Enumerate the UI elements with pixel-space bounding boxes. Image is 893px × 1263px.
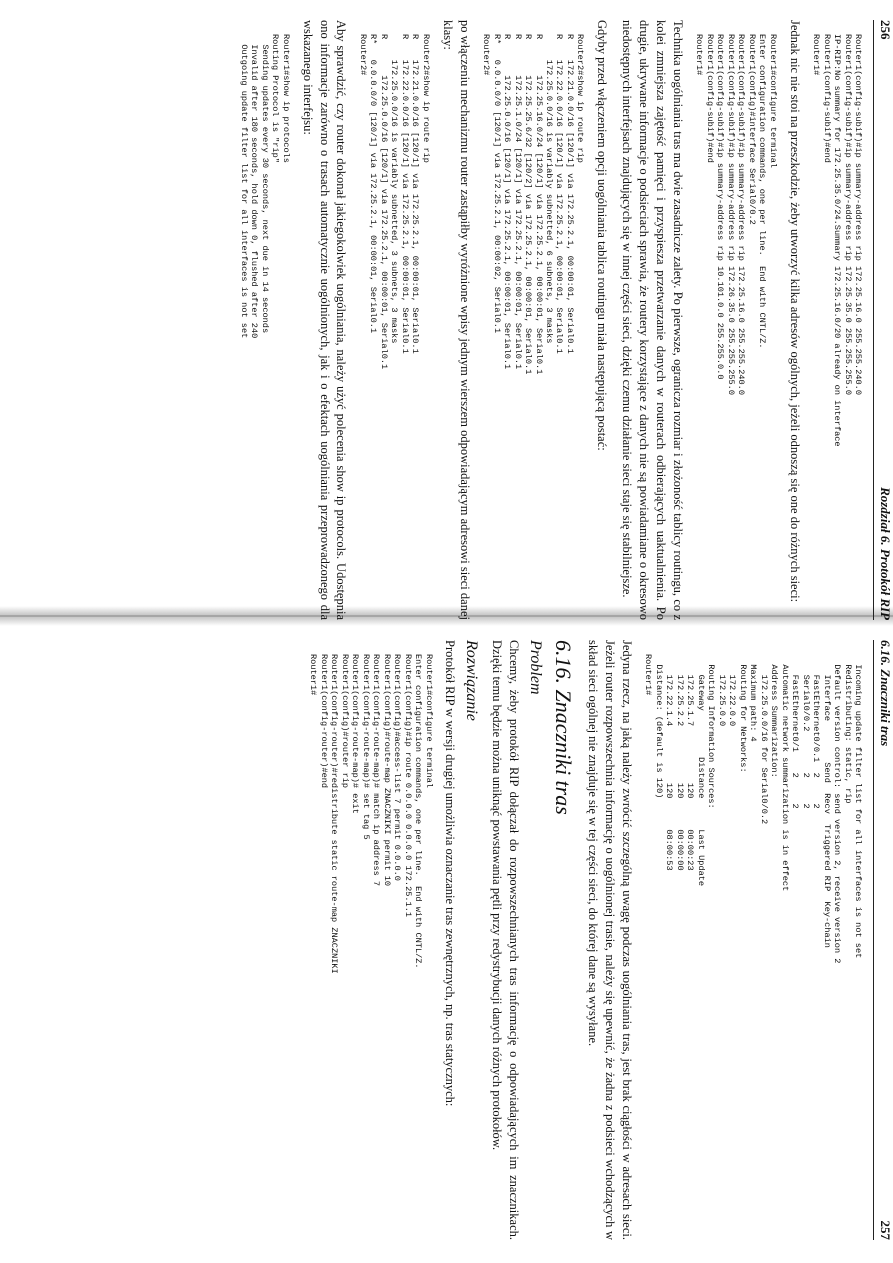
code-block: Router1#configure terminal Enter configuration commands, one per line. End with CNTL/Z. Router1(config)#interface Serial0/0.2 Router1(config-subif)#ip summary-address rip 172.25.16.0 255.255.240.0 Router1(config-subif)#ip summary-address rip 172.26.35.0 255.255.255.0 Router1(config-subif)#ip summary-address rip 10.101.0.0 255.255.0.0 Router1(config-subif)#end Router1#	[694, 34, 778, 395]
running-title: Rozdział 6. Protokół RIP	[878, 487, 893, 620]
subsection-title-solution: Rozwiązanie	[463, 640, 481, 721]
page-header	[873, 640, 893, 1240]
paragraph: Chcemy, żeby protokół RIP dołączał do rozpowszechnianych tras informację o odpowiadających im znacznikach. Dzięki temu będzie można uniknąć powstawania pętli przy redystrybucji danych różnych protokołów.	[490, 640, 522, 1240]
page-number: 256	[878, 20, 893, 40]
page-257	[33, 640, 893, 1240]
paragraph: Jednak nic nie stoi na przeszkodzie, żeby utworzyć kilka adresów ogólnych, jeżeli odnoszą się one do różnych sieci:	[787, 20, 802, 603]
paragraph: Technika uogólniania tras ma dwie zasadnicze zalety. Po pierwsze, ogranicza rozmiar i złożoność tablicy routingu, co z kolei zmniejsza zajętość pamięci i przyspiesza przetwarzanie danych w routerach odbierających uaktualnienia. Po drugie, ukrywane informacje o podsieciach sprawia, że routery korzystające z danych nie są powiadamiane o okresowo niedostępnych interfejsach znajdujących się w innej części sieci, dzięki czemu działanie sieci staje się stabilniejsze.	[620, 20, 685, 620]
paragraph: Jedyna rzecz, na jaką należy zwrócić szczególną uwagę podczas uogólniania tras, jest brak ciągłości w adresach sieci. Jeżeli router rozpowszechnia informację o uogólnionej trasie, należy się upewnić, że żadna z podsieci wchodzących w skład sieci ogólnej nie znajduje się w tej części sieci, do której dane są wysyłane.	[586, 640, 634, 1240]
page-header	[873, 20, 893, 620]
page-256	[33, 20, 893, 620]
running-title: 6.16. Znaczniki tras	[878, 640, 893, 747]
code-block: Router2#show ip route rip R 172.21.0.0/16 [120/1] via 172.25.2.1, 00:00:01, Serial0.1 R 172.22.0.0/16 [120/1] via 172.25.2.1, 00:00:01, Serial0.1 172.25.0.0/16 is variably subnetted, 6 subnets, 3 masks R 172.25.16.0/24 [120/1] via 172.25.2.1, 00:00:01, Serial0.1 R 172.25.25.6/32 [120/2] via 172.25.2.1, 00:00:01, Serial0.1 R 172.25.1.0/24 [120/1] via 172.25.2.1, 00:00:01, Serial0.1 R 172.25.0.0/16 [120/1] via 172.25.2.1, 00:00:01, Serial0.1 R* 0.0.0.0/0 [120/1] via 172.25.2.1, 00:00:02, Serial0.1 Router2#	[481, 34, 586, 375]
code-block: Router1(config-subif)#ip summary-address rip 172.25.16.0 255.255.240.0 Router1(config-subif)#ip summary-address rip 172.25.35.0 255.255.255.0 IP-RIP:No summary for 172.25.35.0/24.Summary 172.25.16.0/20 already on interface Router1(config-subif)#end Router1#	[811, 34, 863, 447]
code-block: Router1#configure terminal Enter configuration commands, one per line. End with CNTL/Z. Router1(config)#ip route 0.0.0.0 0.0.0.0 172.25.1.1 Router1(config)#access-list 7 permit 0.0.0.0 Router1(config)#route-map ZNACZNIKI permit 10 Router1(config-route-map)# match ip address 7 Router1(config-route-map)# set tag 5 Router1(config-route-map)# exit Router1(config)#router rip Router1(config-router)#redistribute static route-map ZNACZNIKI Router1(config-router)#end Router1#	[308, 654, 434, 974]
code-block: Router1#show ip protocols Routing Protocol is "rip" Sending updates every 30 seconds, next due in 14 seconds Invalid after 180 seconds, hold down 0, flushed after 240 Outgoing update filter list for all interfaces is not set	[238, 34, 291, 339]
paragraph: po włączeniu mechanizmu router zastąpiłby wyróżnione wpisy jednym wierszem odpowiadającym adresowi sieci danej klasy:	[440, 20, 472, 620]
code-block: Router2#show ip route rip R 172.21.0.0/16 [120/1] via 172.25.2.1, 00:00:01, Serial0.1 R 172.22.0.0/16 [120/1] via 172.25.2.1, 00:00:01, Serial0.1 172.25.0.0/16 is variably subnetted, 3 subnets, 3 masks R 172.25.0.0/16 [120/1] via 172.25.2.1, 00:00:01, Serial0.1 R* 0.0.0.0/0 [120/1] via 172.25.2.1, 00:00:01, Serial0.1 Router2#	[357, 34, 431, 370]
code-block: Incoming update filter list for all interfaces is not set Redistributing: static, rip Default version control: send version 2, receive version 2 Interface Send Recv Triggered RIP Key-chain FastEthernet0/0.1 2 2 Serial0/0.2 2 2 FastEthernet0/1 2 2 Automatic network summarization is in effect Address Summarization: 172.25.0.0/16 for Serial0/0.2 Maximum path: 4 Routing for Networks: 172.22.0.0 172.25.0.0 Routing Information Sources: Gateway Distance Last Update 172.25.1.7 120 00:00:23 172.25.2.2 120 00:00:00 172.22.1.4 120 08:00:53 Distance: (default is 120) Router1#	[643, 654, 863, 964]
section-title: 6.16. Znaczniki tras	[551, 640, 577, 815]
paragraph: Aby sprawdzić, czy router dokonał jakiegokolwiek uogólniania, należy użyć polecenia show ip protocols. Udostępnia ono informacje zarówno o trasach automatycznie uogólnionych, jak i o efektach uogólniania przeprowadzonego dla wskazanego interfejsu:	[300, 20, 349, 620]
page-number: 257	[878, 1220, 893, 1240]
paragraph: Gdyby przed włączeniem opcji uogólniania tablica routingu miała następującą postać:	[595, 20, 610, 451]
paragraph: Protokół RIP w wersji drugiej umożliwia oznaczanie tras zewnętrznych, np. tras statycznych:	[443, 640, 458, 1107]
subsection-title-problem: Problem	[527, 640, 545, 695]
